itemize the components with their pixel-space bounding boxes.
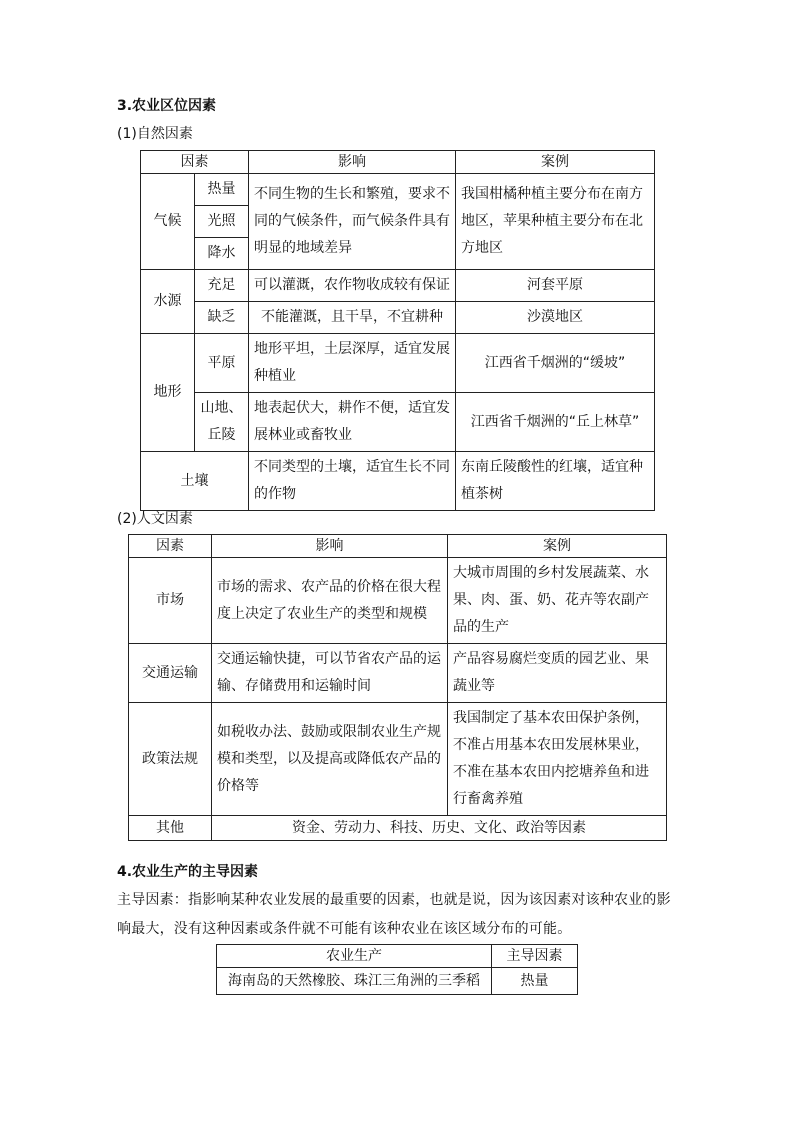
table-row xyxy=(129,816,667,841)
group-soil: 土壤 xyxy=(141,452,249,511)
natural-factors-table xyxy=(140,150,655,511)
effect-cell: 地形平坦，土层深厚，适宜发展种植业 xyxy=(249,334,456,393)
section-3-heading: 3.农业区位因素 xyxy=(117,98,217,114)
example-cell: 我国制定了基本农田保护条例，不准占用基本农田发展林果业，不准在基本农田内挖塘养鱼和进行畜禽养殖 xyxy=(448,703,667,816)
example-cell: 东南丘陵酸性的红壤，适宜种植茶树 xyxy=(456,452,655,511)
header-effect: 影响 xyxy=(249,151,456,174)
table-row xyxy=(129,558,667,644)
example-cell: 江西省千烟洲的“缓坡” xyxy=(456,334,655,393)
production-cell: 海南岛的天然橡胶、珠江三角洲的三季稻 xyxy=(217,968,492,995)
table-row xyxy=(129,703,667,816)
human-factors-subheading: (2)人文因素 xyxy=(117,511,193,527)
factor-cell: 政策法规 xyxy=(129,703,212,816)
header-factor: 因素 xyxy=(129,535,212,558)
other-factors-cell: 资金、劳动力、科技、历史、文化、政治等因素 xyxy=(212,816,667,841)
header-example: 案例 xyxy=(456,151,655,174)
effect-cell: 交通运输快捷，可以节省农产品的运输、存储费用和运输时间 xyxy=(212,644,448,703)
table-row xyxy=(141,174,655,206)
factor-cell: 热量 xyxy=(195,174,249,206)
effect-cell: 不同生物的生长和繁殖，要求不同的气候条件，而气候条件具有明显的地域差异 xyxy=(249,174,456,270)
example-cell: 河套平原 xyxy=(456,270,655,302)
example-cell: 沙漠地区 xyxy=(456,302,655,334)
table-row xyxy=(141,270,655,302)
dominant-factor-table xyxy=(216,944,578,995)
effect-cell: 市场的需求、农产品的价格在很大程度上决定了农业生产的类型和规模 xyxy=(212,558,448,644)
effect-cell: 地表起伏大，耕作不便，适宜发展林业或畜牧业 xyxy=(249,393,456,452)
factor-cell: 充足 xyxy=(195,270,249,302)
table-row xyxy=(141,302,655,334)
example-cell: 大城市周围的乡村发展蔬菜、水果、肉、蛋、奶、花卉等农副产品的生产 xyxy=(448,558,667,644)
table-row xyxy=(141,334,655,393)
effect-cell: 不能灌溉，且干旱，不宜耕种 xyxy=(249,302,456,334)
header-production: 农业生产 xyxy=(217,945,492,968)
table-header-row xyxy=(141,151,655,174)
group-terrain: 地形 xyxy=(141,334,195,452)
natural-factors-subheading: (1)自然因素 xyxy=(117,126,193,142)
factor-cell: 平原 xyxy=(195,334,249,393)
effect-cell: 可以灌溉，农作物收成较有保证 xyxy=(249,270,456,302)
header-effect: 影响 xyxy=(212,535,448,558)
factor-cell: 市场 xyxy=(129,558,212,644)
table-header-row xyxy=(129,535,667,558)
effect-cell: 如税收办法、鼓励或限制农业生产规模和类型，以及提高或降低农产品的价格等 xyxy=(212,703,448,816)
table-row xyxy=(141,452,655,511)
section-4-heading: 4.农业生产的主导因素 xyxy=(117,864,259,880)
group-climate: 气候 xyxy=(141,174,195,270)
table-row xyxy=(217,968,578,995)
factor-cell: 交通运输 xyxy=(129,644,212,703)
dominant-factor-paragraph: 主导因素：指影响某种农业发展的最重要的因素，也就是说，因为该因素对该种农业的影响最大，没有这种因素或条件就不可能有该种农业在该区域分布的可能。 xyxy=(117,892,671,937)
effect-cell: 不同类型的土壤，适宜生长不同的作物 xyxy=(249,452,456,511)
factor-cell: 热量 xyxy=(492,968,578,995)
table-header-row xyxy=(217,945,578,968)
factor-cell: 缺乏 xyxy=(195,302,249,334)
example-cell: 江西省千烟洲的“丘上林草” xyxy=(456,393,655,452)
example-cell: 我国柑橘种植主要分布在南方地区，苹果种植主要分布在北方地区 xyxy=(456,174,655,270)
factor-cell: 其他 xyxy=(129,816,212,841)
group-water: 水源 xyxy=(141,270,195,334)
table-row xyxy=(129,644,667,703)
factor-cell: 光照 xyxy=(195,206,249,238)
header-factor: 因素 xyxy=(141,151,249,174)
factor-cell: 降水 xyxy=(195,238,249,270)
example-cell: 产品容易腐烂变质的园艺业、果蔬业等 xyxy=(448,644,667,703)
human-factors-table xyxy=(128,534,667,841)
header-dominant-factor: 主导因素 xyxy=(492,945,578,968)
header-example: 案例 xyxy=(448,535,667,558)
table-row xyxy=(141,393,655,452)
factor-cell: 山地、丘陵 xyxy=(195,393,249,452)
